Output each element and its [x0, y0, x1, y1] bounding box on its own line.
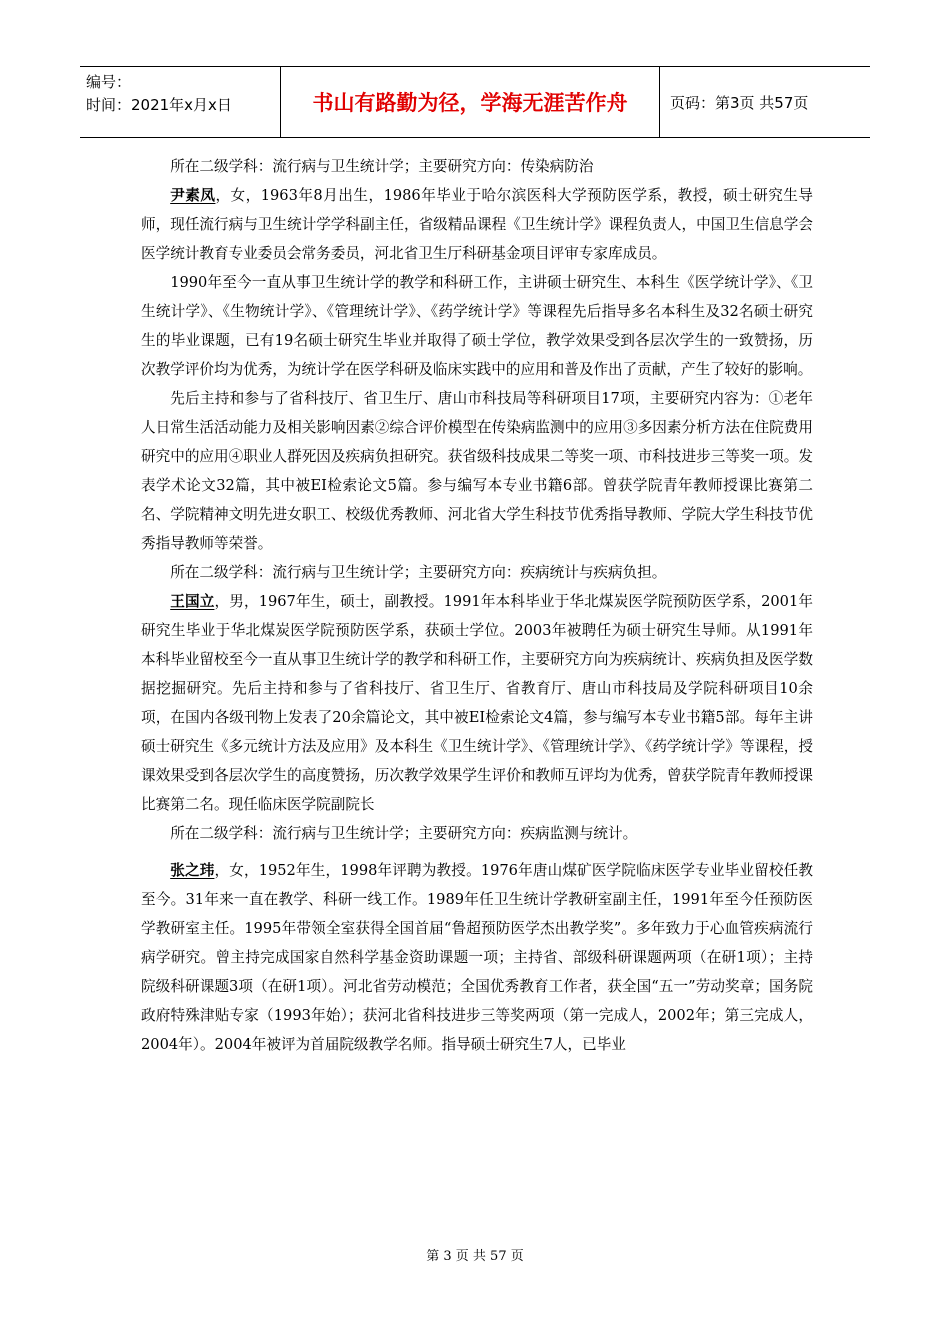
person-name: 张之玮 [170, 862, 215, 879]
paragraph-text: 所在二级学科：流行病与卫生统计学；主要研究方向：疾病统计与疾病负担。 [170, 564, 667, 581]
header-meta [80, 67, 280, 137]
paragraph-text: 所在二级学科：流行病与卫生统计学；主要研究方向：疾病监测与统计。 [170, 825, 638, 842]
paragraph [141, 819, 813, 848]
page-footer: 第 3 页 共 57 页 [426, 1249, 524, 1264]
motto: 书山有路勤为径，学海无涯苦作舟 [280, 67, 660, 137]
person-name: 尹素凤 [170, 187, 216, 204]
person-name: 王国立 [170, 593, 215, 610]
paragraph [141, 268, 813, 384]
paragraph-text: ，女，1963年8月出生，1986年毕业于哈尔滨医科大学预防医学系，教授，硕士研究生导师，现任流行病与卫生统计学学科副主任，省级精品课程《卫生统计学》课程负责人，中国卫生信息学会医学统计教育专业委员会常务委员，河北省卫生厅科研基金项目评审专家库成员。 [141, 187, 813, 262]
page-info: 页码：第3页 共57页 [670, 93, 809, 112]
paragraph [141, 152, 813, 181]
paragraph [141, 384, 813, 558]
profile-paragraph [141, 856, 813, 1059]
paragraph-text: ，女，1952年生，1998年评聘为教授。1976年唐山煤矿医学院临床医学专业毕业留校任教至今。31年来一直在教学、科研一线工作。1989年任卫生统计学教研室副主任，1991年至今任预防医学教研室主任。1995年带领全室获得全国首届“鲁超预防医学杰出教学奖”。多年致力于心血管疾病流行病学研究。曾主持完成国家自然科学基金资助课题一项；主持省、部级科研课题两项（在研1项）；主持院级科研课题3项（在研1项）。河北省劳动模范；全国优秀教育工作者，获全国“五一”劳动奖章；国务院政府特殊津贴专家（1993年始）；获河北省科技进步三等奖两项（第一完成人，2002年；第三完成人，2004年）。2004年被评为首届院级教学名师。指导硕士研究生7人，已毕业 [141, 862, 813, 1053]
page-header [80, 66, 870, 138]
paragraph-text: 先后主持和参与了省科技厅、省卫生厅、唐山市科技局等科研项目17项，主要研究内容为：①老年人日常生活活动能力及相关影响因素②综合评价模型在传染病监测中的应用③多因素分析方法在住院费用研究中的应用④职业人群死因及疾病负担研究。获省级科技成果二等奖一项、市科技进步三等奖一项。发表学术论文32篇，其中被EI检索论文5篇。参与编写本专业书籍6部。曾获学院青年教师授课比赛第二名、学院精神文明先进女职工、校级优秀教师、河北省大学生科技节优秀指导教师、学院大学生科技节优秀指导教师等荣誉。 [141, 390, 813, 552]
paragraph-text: 1990年至今一直从事卫生统计学的教学和科研工作，主讲硕士研究生、本科生《医学统计学》、《卫生统计学》、《生物统计学》、《管理统计学》、《药学统计学》等课程先后指导多名本科生及32名硕士研究生的毕业课题，已有19名硕士研究生毕业并取得了硕士学位，教学效果受到各层次学生的一致赞扬，历次教学评价均为优秀，为统计学在医学科研及临床实践中的应用和普及作出了贡献，产生了较好的影响。 [141, 274, 813, 378]
profile-paragraph [141, 181, 813, 268]
paragraph-text: ，男，1967年生，硕士，副教授。1991年本科毕业于华北煤炭医学院预防医学系，2001年研究生毕业于华北煤炭医学院预防医学系，获硕士学位。2003年被聘任为硕士研究生导师。从1991年本科毕业留校至今一直从事卫生统计学的教学和科研工作，主要研究方向为疾病统计、疾病负担及医学数据挖掘研究。先后主持和参与了省科技厅、省卫生厅、省教育厅、唐山市科技局及学院科研项目10余项，在国内各级刊物上发表了20余篇论文，其中被EI检索论文4篇，参与编写本专业书籍5部。每年主讲硕士研究生《多元统计方法及应用》及本科生《卫生统计学》、《管理统计学》、《药学统计学》等课程，授课效果受到各层次学生的高度赞扬，历次教学效果学生评价和教师互评均为优秀，曾获学院青年教师授课比赛第二名。现任临床医学院副院长 [141, 593, 813, 813]
paragraph-text: 所在二级学科：流行病与卫生统计学；主要研究方向：传染病防治 [170, 158, 594, 175]
number-label: 编号： [86, 73, 132, 91]
profile-paragraph [141, 587, 813, 819]
document-body [141, 152, 813, 1059]
paragraph [141, 558, 813, 587]
time-label: 时间：2021年x月x日 [86, 96, 232, 114]
